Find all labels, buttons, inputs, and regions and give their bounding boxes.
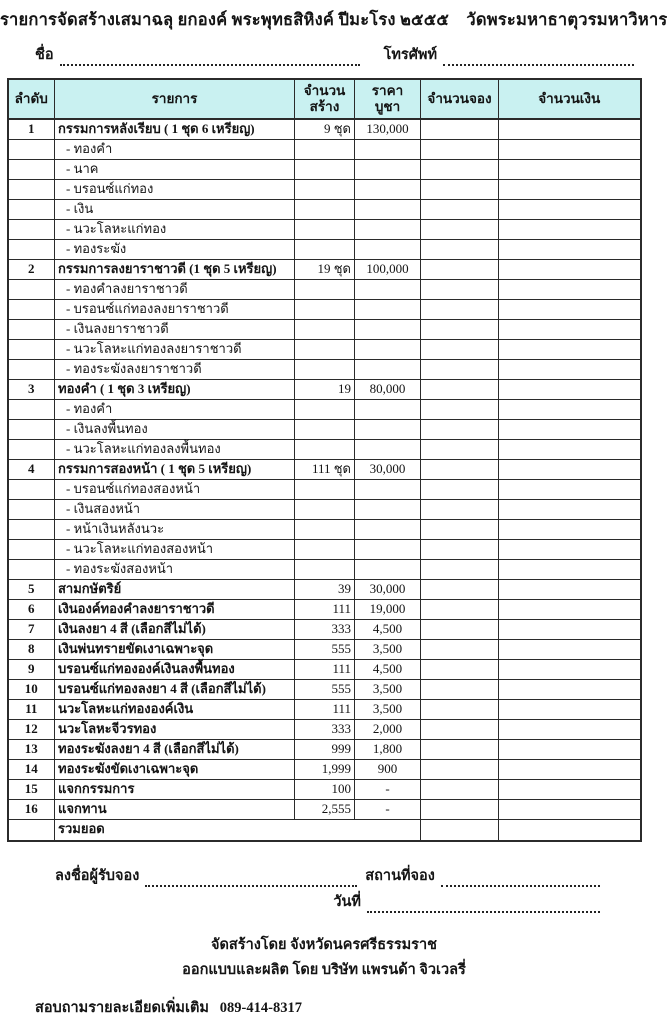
price-value — [355, 359, 421, 379]
quantity-made: 19 ชุด — [295, 259, 355, 279]
amount-cell[interactable] — [499, 659, 641, 679]
booked-quantity-cell[interactable] — [421, 159, 499, 179]
quantity-made: 1,999 — [295, 759, 355, 779]
amount-cell[interactable] — [499, 239, 641, 259]
price-value: 130,000 — [355, 119, 421, 139]
amount-cell[interactable] — [499, 499, 641, 519]
amount-cell[interactable] — [499, 619, 641, 639]
table-row — [8, 359, 641, 379]
price-value — [355, 239, 421, 259]
price-value — [355, 219, 421, 239]
row-number — [8, 519, 55, 539]
table-row — [8, 159, 641, 179]
item-name: - นวะโลหะแก่ทองลงยาราชาวดี — [55, 339, 295, 359]
date-row — [55, 892, 600, 913]
price-value — [355, 299, 421, 319]
item-name: เงินพ่นทรายขัดเงาเฉพาะจุด — [55, 639, 295, 659]
row-number — [8, 199, 55, 219]
item-name: กรรมการหลังเรียบ ( 1 ชุด 6 เหรียญ) — [55, 119, 295, 139]
price-value — [355, 199, 421, 219]
item-name: - เงิน — [55, 199, 295, 219]
table-row — [8, 519, 641, 539]
quantity-made: 2,555 — [295, 799, 355, 819]
table-row — [8, 459, 641, 479]
price-value — [355, 319, 421, 339]
quantity-made: 9 ชุด — [295, 119, 355, 139]
amount-cell[interactable] — [499, 799, 641, 819]
row-number: 8 — [8, 639, 55, 659]
table-footer — [8, 819, 641, 841]
row-number — [8, 319, 55, 339]
booked-quantity-cell[interactable] — [421, 259, 499, 279]
amount-cell[interactable] — [499, 319, 641, 339]
row-number — [8, 499, 55, 519]
table-row — [8, 399, 641, 419]
price-value: - — [355, 779, 421, 799]
amount-cell[interactable] — [499, 339, 641, 359]
table-row — [8, 779, 641, 799]
booked-quantity-cell[interactable] — [421, 399, 499, 419]
row-number: 13 — [8, 739, 55, 759]
col-header-no: ลำดับ — [8, 79, 55, 119]
row-number — [8, 239, 55, 259]
amount-cell[interactable] — [499, 779, 641, 799]
total-booked-cell[interactable] — [421, 819, 499, 841]
price-value — [355, 139, 421, 159]
price-value: 30,000 — [355, 459, 421, 479]
item-name: - นาค — [55, 159, 295, 179]
amount-cell[interactable] — [499, 439, 641, 459]
amount-cell[interactable] — [499, 639, 641, 659]
total-row-number — [8, 819, 55, 841]
row-number: 16 — [8, 799, 55, 819]
table-row — [8, 179, 641, 199]
booked-quantity-cell[interactable] — [421, 759, 499, 779]
table-row — [8, 739, 641, 759]
col-header-item: รายการ — [55, 79, 295, 119]
quantity-made — [295, 299, 355, 319]
row-number — [8, 219, 55, 239]
booked-quantity-cell[interactable] — [421, 139, 499, 159]
price-value: 900 — [355, 759, 421, 779]
price-value — [355, 439, 421, 459]
table-row — [8, 619, 641, 639]
header-row — [8, 79, 641, 119]
table-row — [8, 219, 641, 239]
booked-quantity-cell[interactable] — [421, 599, 499, 619]
quantity-made — [295, 159, 355, 179]
quantity-made — [295, 399, 355, 419]
amount-cell[interactable] — [499, 699, 641, 719]
quantity-made: 111 ชุด — [295, 459, 355, 479]
quantity-made — [295, 359, 355, 379]
table-header — [8, 79, 641, 119]
booked-quantity-cell[interactable] — [421, 459, 499, 479]
table-row — [8, 419, 641, 439]
table-row — [8, 119, 641, 139]
quantity-made: 39 — [295, 579, 355, 599]
quantity-made — [295, 199, 355, 219]
booked-quantity-cell[interactable] — [421, 679, 499, 699]
price-value: 30,000 — [355, 579, 421, 599]
row-number: 7 — [8, 619, 55, 639]
col-header-amount: จำนวนเงิน — [499, 79, 641, 119]
row-number — [8, 559, 55, 579]
price-value: 4,500 — [355, 659, 421, 679]
item-name: - นวะโลหะแก่ทอง — [55, 219, 295, 239]
item-name: - ทองคำ — [55, 399, 295, 419]
item-name: - เงินลงยาราชาวดี — [55, 319, 295, 339]
item-name: เงินองค์ทองคำลงยาราชาวดี — [55, 599, 295, 619]
amount-cell[interactable] — [499, 559, 641, 579]
booked-quantity-cell[interactable] — [421, 739, 499, 759]
price-value: 2,000 — [355, 719, 421, 739]
row-number — [8, 159, 55, 179]
booked-quantity-cell[interactable] — [421, 479, 499, 499]
booked-quantity-cell[interactable] — [421, 719, 499, 739]
amount-cell[interactable] — [499, 419, 641, 439]
quantity-made: 333 — [295, 719, 355, 739]
signer-label: ลงชื่อผู้รับจอง — [55, 868, 140, 884]
item-name: - บรอนซ์แก่ทอง — [55, 179, 295, 199]
quantity-made: 111 — [295, 599, 355, 619]
booked-quantity-cell[interactable] — [421, 119, 499, 139]
price-value: 3,500 — [355, 699, 421, 719]
quantity-made — [295, 499, 355, 519]
amount-cell[interactable] — [499, 759, 641, 779]
booked-quantity-cell[interactable] — [421, 799, 499, 819]
item-name: ทองระฆังขัดเงาเฉพาะจุด — [55, 759, 295, 779]
quantity-made — [295, 439, 355, 459]
item-name: - หน้าเงินหลังนวะ — [55, 519, 295, 539]
row-number — [8, 139, 55, 159]
item-name: - นวะโลหะแก่ทองสองหน้า — [55, 539, 295, 559]
row-number: 4 — [8, 459, 55, 479]
table-row — [8, 299, 641, 319]
date-field[interactable] — [367, 897, 600, 913]
booked-quantity-cell[interactable] — [421, 339, 499, 359]
quantity-made: 111 — [295, 659, 355, 679]
organizer-line: จัดสร้างโดย จังหวัดนครศรีธรรมราช — [211, 937, 437, 953]
price-value — [355, 479, 421, 499]
item-name: กรรมการสองหน้า ( 1 ชุด 5 เหรียญ) — [55, 459, 295, 479]
price-value — [355, 159, 421, 179]
table-row — [8, 639, 641, 659]
booking-place-label: สถานที่จอง — [365, 868, 435, 884]
booked-quantity-cell[interactable] — [421, 579, 499, 599]
price-value: - — [355, 799, 421, 819]
amount-cell[interactable] — [499, 359, 641, 379]
price-value: 100,000 — [355, 259, 421, 279]
quantity-made — [295, 539, 355, 559]
amount-cell[interactable] — [499, 519, 641, 539]
quantity-made: 555 — [295, 639, 355, 659]
amount-cell[interactable] — [499, 719, 641, 739]
col-header-price-line1: ราคา — [371, 83, 404, 99]
total-amount-cell[interactable] — [499, 819, 641, 841]
table-row — [8, 479, 641, 499]
quantity-made: 111 — [295, 699, 355, 719]
quantity-made — [295, 419, 355, 439]
booked-quantity-cell[interactable] — [421, 639, 499, 659]
booked-quantity-cell[interactable] — [421, 359, 499, 379]
quantity-made: 999 — [295, 739, 355, 759]
quantity-made — [295, 319, 355, 339]
row-number: 10 — [8, 679, 55, 699]
price-value: 3,500 — [355, 679, 421, 699]
price-value — [355, 179, 421, 199]
item-name: - บรอนซ์แก่ทองลงยาราชาวดี — [55, 299, 295, 319]
row-number: 2 — [8, 259, 55, 279]
booked-quantity-cell[interactable] — [421, 419, 499, 439]
item-name: นวะโลหะจีวรทอง — [55, 719, 295, 739]
table-row — [8, 139, 641, 159]
booked-quantity-cell[interactable] — [421, 619, 499, 639]
booking-place-field[interactable] — [441, 871, 600, 887]
booked-quantity-cell[interactable] — [421, 539, 499, 559]
table-row — [8, 439, 641, 459]
quantity-made — [295, 239, 355, 259]
quantity-made — [295, 339, 355, 359]
table-row — [8, 759, 641, 779]
item-name: - ทองคำ — [55, 139, 295, 159]
price-value: 80,000 — [355, 379, 421, 399]
price-value: 3,500 — [355, 639, 421, 659]
table-row — [8, 679, 641, 699]
quantity-made — [295, 139, 355, 159]
row-number — [8, 279, 55, 299]
row-number — [8, 419, 55, 439]
quantity-made — [295, 479, 355, 499]
row-number — [8, 179, 55, 199]
item-name: - บรอนซ์แก่ทองสองหน้า — [55, 479, 295, 499]
price-value: 19,000 — [355, 599, 421, 619]
item-name: ทองระฆังลงยา 4 สี (เลือกสีไม่ได้) — [55, 739, 295, 759]
col-header-qty-line1: จำนวน — [303, 83, 346, 99]
item-name: เงินลงยา 4 สี (เลือกสีไม่ได้) — [55, 619, 295, 639]
booked-quantity-cell[interactable] — [421, 559, 499, 579]
amount-cell[interactable] — [499, 219, 641, 239]
item-name: บรอนซ์แก่ทองลงยา 4 สี (เลือกสีไม่ได้) — [55, 679, 295, 699]
booked-quantity-cell[interactable] — [421, 779, 499, 799]
table-row — [8, 379, 641, 399]
amount-cell[interactable] — [499, 119, 641, 139]
price-value: 1,800 — [355, 739, 421, 759]
booked-quantity-cell[interactable] — [421, 239, 499, 259]
item-name: - ทองระฆังลงยาราชาวดี — [55, 359, 295, 379]
booked-quantity-cell[interactable] — [421, 199, 499, 219]
booked-quantity-cell[interactable] — [421, 519, 499, 539]
price-value — [355, 539, 421, 559]
price-value: 4,500 — [355, 619, 421, 639]
booked-quantity-cell[interactable] — [421, 219, 499, 239]
item-name: บรอนซ์แก่ทององค์เงินลงพื้นทอง — [55, 659, 295, 679]
row-number: 6 — [8, 599, 55, 619]
phone-label: โทรศัพท์ — [383, 47, 438, 63]
booked-quantity-cell[interactable] — [421, 299, 499, 319]
row-number: 15 — [8, 779, 55, 799]
row-number — [8, 399, 55, 419]
name-phone-row — [35, 40, 634, 66]
table-row — [8, 799, 641, 819]
col-header-qty — [295, 79, 355, 119]
table-row — [8, 499, 641, 519]
price-value — [355, 559, 421, 579]
quantity-made — [295, 279, 355, 299]
table-row — [8, 719, 641, 739]
price-value — [355, 419, 421, 439]
table-body — [8, 119, 641, 819]
booked-quantity-cell[interactable] — [421, 699, 499, 719]
order-table — [7, 78, 642, 842]
item-name: นวะโลหะแก่ทององค์เงิน — [55, 699, 295, 719]
col-header-price — [355, 79, 421, 119]
table-row — [8, 559, 641, 579]
table-row — [8, 579, 641, 599]
quantity-made: 555 — [295, 679, 355, 699]
price-value — [355, 519, 421, 539]
amount-cell[interactable] — [499, 459, 641, 479]
total-label: รวมยอด — [55, 819, 421, 841]
row-number — [8, 299, 55, 319]
contact-phone-line: สอบถามรายละเอียดเพิ่มเติม 089-414-8317 — [35, 1000, 302, 1016]
amount-cell[interactable] — [499, 279, 641, 299]
quantity-made: 100 — [295, 779, 355, 799]
amount-cell[interactable] — [499, 479, 641, 499]
quantity-made: 19 — [295, 379, 355, 399]
amount-cell[interactable] — [499, 399, 641, 419]
row-number — [8, 539, 55, 559]
amount-cell[interactable] — [499, 579, 641, 599]
date-label: วันที่ — [333, 894, 361, 910]
table-row — [8, 259, 641, 279]
booked-quantity-cell[interactable] — [421, 439, 499, 459]
row-number: 5 — [8, 579, 55, 599]
table-row — [8, 339, 641, 359]
name-label: ชื่อ — [35, 47, 54, 63]
col-header-price-line2: บูชา — [374, 99, 401, 114]
row-number: 1 — [8, 119, 55, 139]
item-name: - ทองคำลงยาราชาวดี — [55, 279, 295, 299]
amount-cell[interactable] — [499, 259, 641, 279]
booked-quantity-cell[interactable] — [421, 659, 499, 679]
item-name: สามกษัตริย์ — [55, 579, 295, 599]
amount-cell[interactable] — [499, 299, 641, 319]
booked-quantity-cell[interactable] — [421, 379, 499, 399]
item-name: - ทองระฆัง — [55, 239, 295, 259]
signature-row — [55, 866, 600, 887]
row-number: 9 — [8, 659, 55, 679]
amount-cell[interactable] — [499, 179, 641, 199]
amount-cell[interactable] — [499, 199, 641, 219]
item-name: - เงินลงพื้นทอง — [55, 419, 295, 439]
amount-cell[interactable] — [499, 679, 641, 699]
row-number: 3 — [8, 379, 55, 399]
col-header-booked: จำนวนจอง — [421, 79, 499, 119]
booked-quantity-cell[interactable] — [421, 319, 499, 339]
booked-quantity-cell[interactable] — [421, 279, 499, 299]
item-name: แจกกรรมการ — [55, 779, 295, 799]
row-number — [8, 359, 55, 379]
row-number — [8, 339, 55, 359]
table-row — [8, 599, 641, 619]
table-row — [8, 659, 641, 679]
quantity-made — [295, 219, 355, 239]
total-row — [8, 819, 641, 841]
quantity-made — [295, 559, 355, 579]
table-row — [8, 279, 641, 299]
item-name: แจกทาน — [55, 799, 295, 819]
price-value — [355, 339, 421, 359]
row-number: 12 — [8, 719, 55, 739]
table-row — [8, 699, 641, 719]
col-header-qty-line2: สร้าง — [309, 99, 340, 114]
amount-cell[interactable] — [499, 159, 641, 179]
amount-cell[interactable] — [499, 139, 641, 159]
amount-cell[interactable] — [499, 539, 641, 559]
quantity-made — [295, 519, 355, 539]
item-name: - เงินสองหน้า — [55, 499, 295, 519]
quantity-made — [295, 179, 355, 199]
booked-quantity-cell[interactable] — [421, 499, 499, 519]
signer-field[interactable] — [145, 871, 357, 887]
item-name: - นวะโลหะแก่ทองลงพื้นทอง — [55, 439, 295, 459]
item-name: กรรมการลงยาราชาวดี (1 ชุด 5 เหรียญ) — [55, 259, 295, 279]
booked-quantity-cell[interactable] — [421, 179, 499, 199]
row-number — [8, 479, 55, 499]
price-value — [355, 399, 421, 419]
row-number: 11 — [8, 699, 55, 719]
price-value — [355, 279, 421, 299]
amount-cell[interactable] — [499, 379, 641, 399]
item-name: - ทองระฆังสองหน้า — [55, 559, 295, 579]
price-value — [355, 499, 421, 519]
amount-cell[interactable] — [499, 739, 641, 759]
row-number — [8, 439, 55, 459]
phone-field[interactable] — [443, 50, 634, 66]
quantity-made: 333 — [295, 619, 355, 639]
page-title: รายการจัดสร้างเสมาฉลุ ยกองค์ พระพุทธสิหิงค์ ปีมะโรง ๒๕๕๕ วัดพระมหาธาตุวรมหาวิหาร — [0, 10, 667, 29]
name-field[interactable] — [60, 50, 360, 66]
table-row — [8, 539, 641, 559]
table-row — [8, 239, 641, 259]
manufacturer-line: ออกแบบและผลิต โดย บริษัท แพรนด้า จิวเวลรี่ — [182, 962, 466, 978]
amount-cell[interactable] — [499, 599, 641, 619]
item-name: ทองคำ ( 1 ชุด 3 เหรียญ) — [55, 379, 295, 399]
table-row — [8, 319, 641, 339]
row-number: 14 — [8, 759, 55, 779]
table-row — [8, 199, 641, 219]
